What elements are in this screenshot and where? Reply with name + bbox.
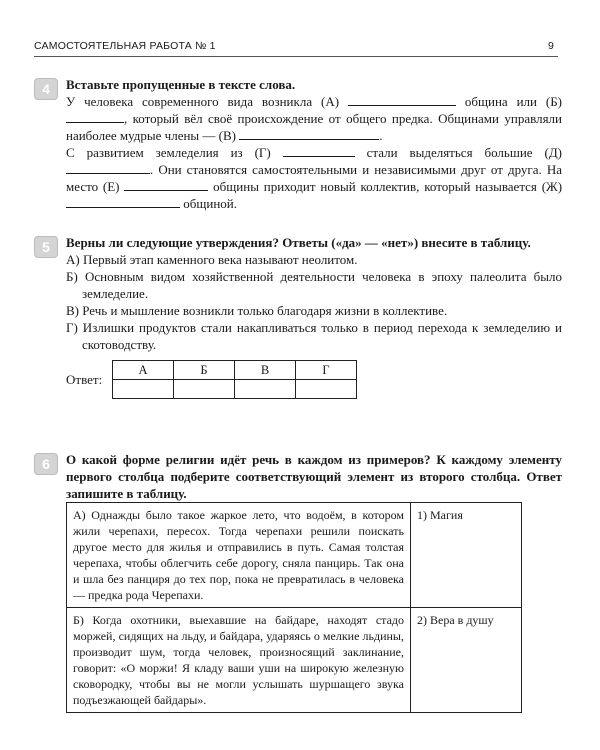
running-header (34, 40, 558, 56)
blank-d[interactable] (66, 162, 150, 174)
answer-block (66, 360, 366, 400)
blank-g[interactable] (283, 145, 355, 157)
example-cell: Б) Когда охотники, выехавшие на байдаре, находят стадо моржей, сидящих на льду, и байдара, ударяясь о мелкие льдины, производит шум, тогда человек, произносящий заклинание, говорит: «О моржи! Я кладу ваши уши на широкую железную сковородку, чтобы вы не могли услышать шуршащего звука подъезжающей байдары». (67, 608, 411, 713)
answer-table (112, 360, 357, 399)
answer-col-header: Г (296, 361, 357, 380)
answer-cell-b[interactable] (174, 380, 235, 399)
task-6-body (66, 451, 562, 502)
task-4 (30, 76, 563, 211)
statement-g: Г) Излишки продуктов стали накапливаться только в период перехода к земледелию и скотоводству. (66, 320, 562, 352)
answer-cell-g[interactable] (296, 380, 357, 399)
task-heading: О какой форме религии идёт речь в каждом из примеров? К каждому элементу первого столбца подберите соответствующий элемент из второго столбца. Ответ запишите в таблицу. (66, 452, 562, 501)
table-row (67, 503, 522, 608)
answer-col-header: Б (174, 361, 235, 380)
answer-label: Ответ: (66, 372, 103, 387)
task-number-badge: 5 (34, 236, 58, 258)
blank-a[interactable] (348, 94, 456, 106)
statement-b: Б) Основным видом хозяйственной деятельности человека в эпоху палеолита было земледелие. (66, 269, 562, 301)
task-4-text: У человека современного вида возникла (А) община или (Б) , который вёл своё происхождение от общего предка. Общинами управляли наиболее мудрые члены — (В) . С развитием земледелия из (Г) стали выделяться большие (Д) . Они становятся самостоятельными и независимыми друг от друга. На место (Е) общины приходит новый коллектив, который называется (Ж) общиной. (66, 94, 563, 211)
statement-v: В) Речь и мышление возникли только благодаря жизни в коллективе. (66, 303, 448, 318)
task-number-badge: 4 (34, 78, 58, 100)
section-title: САМОСТОЯТЕЛЬНАЯ РАБОТА № 1 (34, 40, 216, 52)
task-heading: Верны ли следующие утверждения? Ответы («да» — «нет») внесите в таблицу. (66, 235, 531, 250)
blank-e[interactable] (124, 179, 208, 191)
answer-col-header: В (235, 361, 296, 380)
task-6 (30, 451, 562, 501)
example-cell: А) Однажды было такое жаркое лето, что водоём, в котором жили черепахи, пересох. Тогда черепахи решили поискать другое место для жилья и отправились в путь. Самая толстая черепаха, чтобы облегчить себе дорогу, сняла панцирь. Так она и шла без панциря до тех пор, пока не превратилась в человека — предка рода Черепахи. (67, 503, 411, 608)
table-row (67, 608, 522, 713)
header-rule (34, 56, 558, 57)
task-5 (30, 234, 562, 354)
matching-table (66, 502, 522, 713)
task-number-badge: 6 (34, 453, 58, 475)
option-cell: 1) Магия (411, 503, 522, 608)
statement-a: А) Первый этап каменного века называют неолитом. (66, 252, 358, 267)
task-heading: Вставьте пропущенные в тексте слова. (66, 77, 296, 92)
answer-input-row (113, 380, 357, 399)
answer-cell-a[interactable] (113, 380, 174, 399)
page-number: 9 (547, 40, 554, 52)
task-5-body (66, 234, 562, 353)
blank-b[interactable] (66, 111, 124, 123)
answer-col-header: А (113, 361, 174, 380)
option-cell: 2) Вера в душу (411, 608, 522, 713)
answer-cell-v[interactable] (235, 380, 296, 399)
blank-zh[interactable] (66, 196, 180, 208)
answer-header-row (113, 361, 357, 380)
blank-v[interactable] (239, 128, 379, 140)
task-4-body (66, 76, 562, 212)
